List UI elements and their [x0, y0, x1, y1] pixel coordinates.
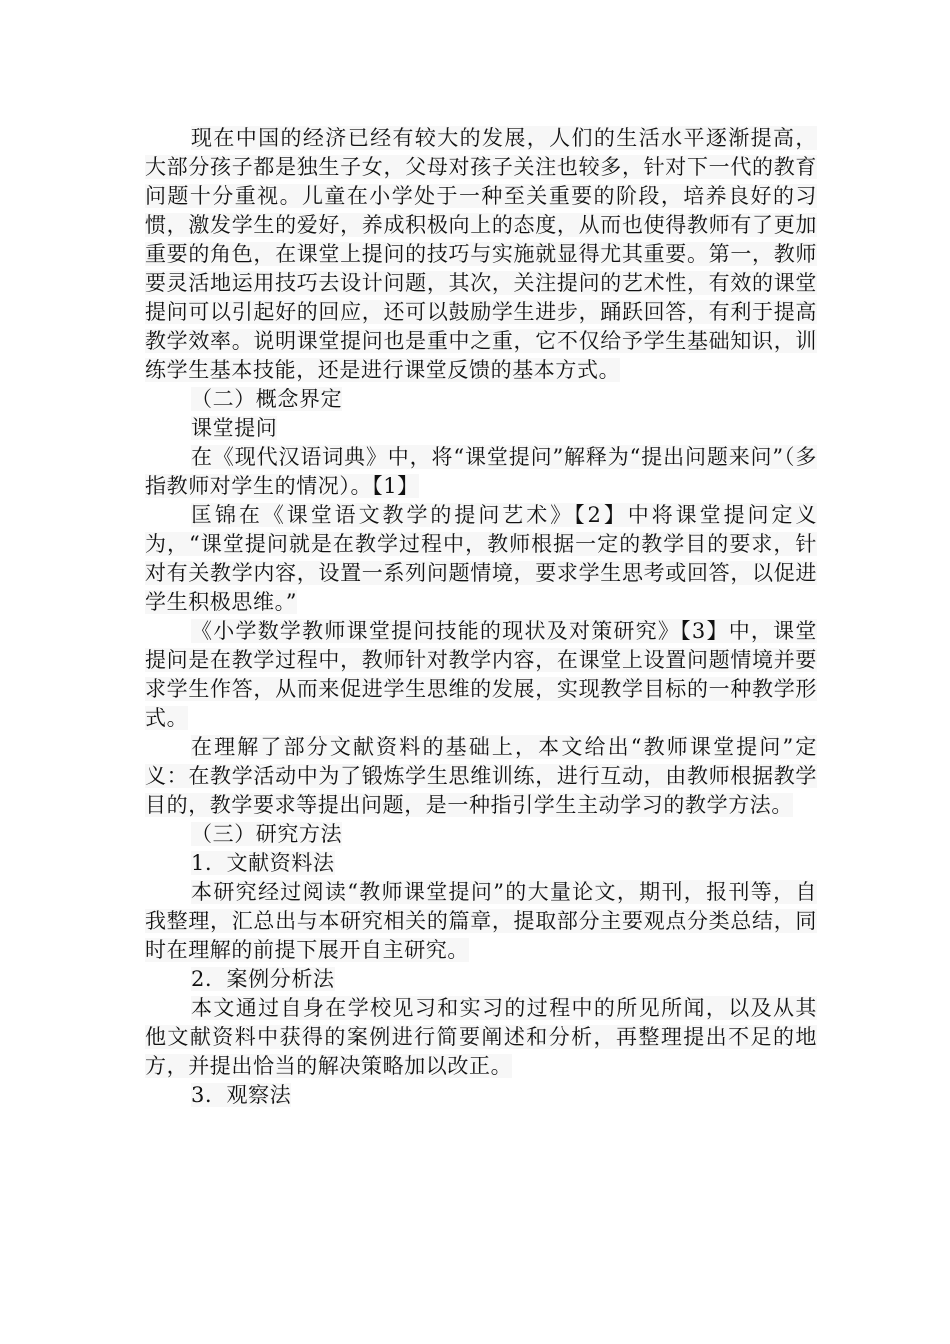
paragraph-case-analysis-method: 本文通过自身在学校见习和实习的过程中的所见所闻，以及从其他文献资料中获得的案例进行简要阐述和分析，再整理提出不足的地方，并提出恰当的解决策略加以改正。 — [145, 996, 817, 1078]
subheading-case-analysis-method: 2．案例分析法 — [191, 967, 335, 991]
paragraph-background: 现在中国的经济已经有较大的发展，人们的生活水平逐渐提高，大部分孩子都是独生子女，父母对孩子关注也较多，针对下一代的教育问题十分重视。儿童在小学处于一种至关重要的阶段，培养良好的习惯，激发学生的爱好，养成积极向上的态度，从而也使得教师有了更加重要的角色，在课堂上提问的技巧与实施就显得尤其重要。第一，教师要灵活地运用技巧去设计问题，其次，关注提问的艺术性，有效的课堂提问可以引起好的回应，还可以鼓励学生进步，踊跃回答，有利于提高教学效率。说明课堂提问也是重中之重，它不仅给予学生基础知识，训练学生基本技能，还是进行课堂反馈的基本方式。 — [145, 126, 817, 382]
document-body — [145, 124, 817, 1110]
paragraph-math-study-definition: 《小学数学教师课堂提问技能的现状及对策研究》【3】中，课堂提问是在教学过程中，教师针对教学内容，在课堂上设置问题情境并要求学生作答，从而来促进学生思维的发展，实现教学目标的一种教学形式。 — [145, 619, 817, 730]
paragraph-author-definition: 在理解了部分文献资料的基础上，本文给出“教师课堂提问”定义：在教学活动中为了锻炼学生思维训练，进行互动，由教师根据教学目的，教学要求等提出问题，是一种指引学生主动学习的教学方法。 — [145, 735, 817, 817]
paragraph-dictionary-definition: 在《现代汉语词典》中，将“课堂提问”解释为“提出问题来问”（多指教师对学生的情况）。【1】 — [145, 445, 817, 498]
section-heading-concept-definition: （二）概念界定 — [191, 387, 343, 411]
paragraph-literature-method: 本研究经过阅读“教师课堂提问”的大量论文，期刊，报刊等，自我整理，汇总出与本研究相关的篇章，提取部分主要观点分类总结，同时在理解的前提下展开自主研究。 — [145, 880, 817, 962]
section-heading-research-methods: （三）研究方法 — [191, 822, 343, 846]
paragraph-kuang-definition: 匡锦在《课堂语文教学的提问艺术》【2】中将课堂提问定义为，“课堂提问就是在教学过程中，教师根据一定的教学目的要求，针对有关教学内容，设置一系列问题情境，要求学生思考或回答，以促进学生积极思维。” — [145, 503, 817, 614]
subheading-literature-method: 1．文献资料法 — [191, 851, 335, 875]
subheading-classroom-questioning: 课堂提问 — [191, 416, 278, 440]
subheading-observation-method: 3．观察法 — [191, 1083, 292, 1107]
